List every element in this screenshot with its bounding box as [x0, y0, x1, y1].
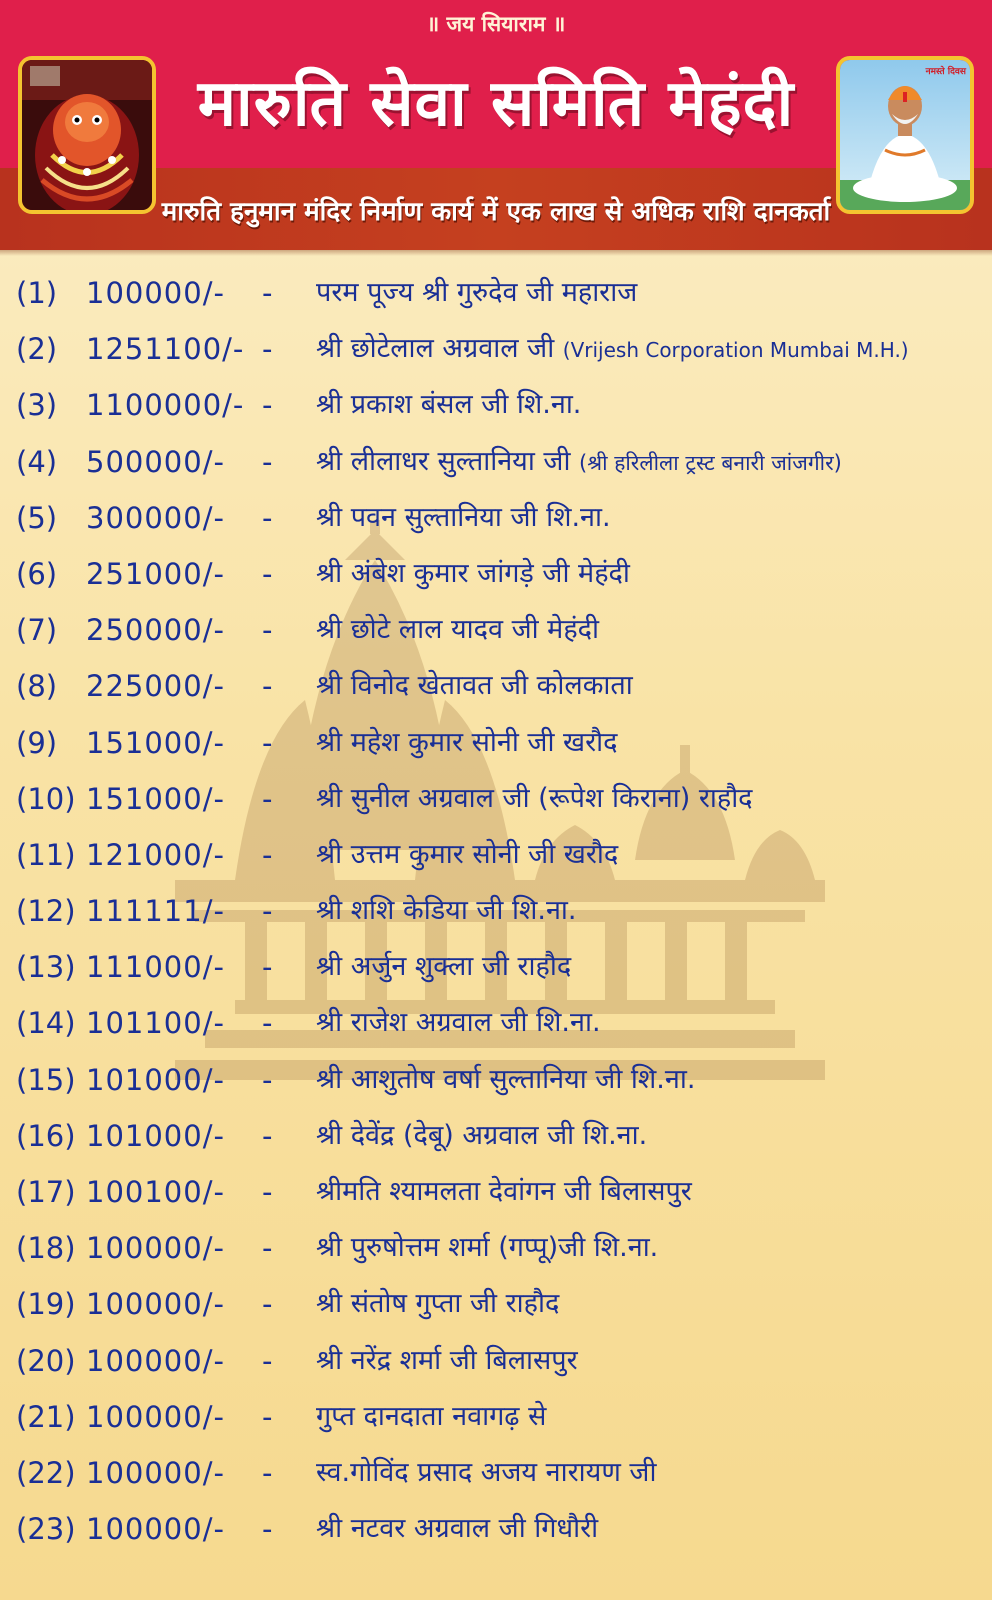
guru-portrait-icon — [840, 60, 970, 210]
donor-name: श्री पवन सुल्तानिया जी शि.ना. — [316, 501, 611, 533]
donor-number: (9) — [16, 725, 58, 760]
separator-dash: - — [262, 1343, 273, 1378]
list-item — [0, 268, 992, 324]
donor-amount: 121000/- — [86, 837, 225, 872]
donor-name: श्रीमति श्यामलता देवांगन जी बिलासपुर — [316, 1176, 692, 1207]
donor-number: (20) — [16, 1343, 76, 1378]
donor-number: (18) — [16, 1231, 76, 1266]
donor-amount: 225000/- — [86, 669, 225, 704]
donor-number: (19) — [16, 1287, 76, 1322]
separator-dash: - — [262, 1231, 273, 1266]
donor-name-wrap — [316, 274, 637, 312]
separator-dash: - — [262, 1287, 273, 1322]
list-item — [0, 1055, 992, 1111]
list-item — [0, 324, 992, 380]
donor-name: श्री अंबेश कुमार जांगड़े जी मेहंदी — [316, 557, 630, 589]
list-item — [0, 830, 992, 886]
donor-amount: 100000/- — [86, 1343, 225, 1378]
donor-amount: 1251100/- — [86, 332, 245, 367]
donor-amount: 101000/- — [86, 1118, 225, 1153]
donor-name: श्री अर्जुन शुक्ला जी राहौद — [316, 951, 572, 983]
donor-number: (12) — [16, 894, 76, 929]
donor-name: गुप्त दानदाता नवागढ़ से — [316, 1400, 547, 1432]
donor-amount: 100000/- — [86, 1399, 225, 1434]
donor-name: श्री प्रकाश बंसल जी शि.ना. — [316, 389, 582, 421]
donor-note: (Vrijesh Corporation Mumbai M.H.) — [562, 338, 909, 363]
header-shadow — [0, 250, 992, 256]
donor-amount: 101000/- — [86, 1062, 225, 1097]
list-item — [0, 1336, 992, 1392]
list-item — [0, 1279, 992, 1335]
donor-amount: 251000/- — [86, 556, 225, 591]
donor-name: श्री सुनील अग्रवाल जी (रूपेश किराना) राहौद — [316, 782, 753, 814]
donor-name-wrap — [316, 330, 909, 369]
donor-number: (4) — [16, 444, 58, 479]
donor-number: (7) — [16, 613, 58, 648]
list-item — [0, 1111, 992, 1167]
donor-amount: 111000/- — [86, 950, 225, 985]
donor-amount: 100000/- — [86, 276, 225, 310]
donor-name: श्री देवेंद्र (देबू) अग्रवाल जी शि.ना. — [316, 1119, 648, 1151]
list-item — [0, 1392, 992, 1448]
donor-amount: 151000/- — [86, 781, 225, 816]
list-item — [0, 1504, 992, 1560]
list-item — [0, 998, 992, 1054]
separator-dash: - — [262, 1399, 273, 1434]
list-item — [0, 1223, 992, 1279]
separator-dash: - — [262, 950, 273, 985]
donor-name: परम पूज्य श्री गुरुदेव जी महाराज — [316, 277, 638, 308]
donor-name-wrap — [316, 443, 842, 482]
donor-number: (15) — [16, 1062, 76, 1097]
donor-number: (6) — [16, 556, 58, 591]
separator-dash: - — [262, 1455, 273, 1490]
separator-dash: - — [262, 388, 273, 423]
list-item — [0, 661, 992, 717]
donor-number: (8) — [16, 669, 58, 704]
donor-name: श्री आशुतोष वर्षा सुल्तानिया जी शि.ना. — [316, 1063, 696, 1095]
guru-photo-caption: नमस्ते दिवस — [925, 67, 966, 77]
banner-subtitle: मारुति हनुमान मंदिर निर्माण कार्य में एक लाख से अधिक राशि दानकर्ता — [161, 197, 831, 227]
list-item — [0, 493, 992, 549]
donor-name: श्री नटवर अग्रवाल जी गिधौरी — [316, 1513, 599, 1545]
donor-name: श्री छोटे लाल यादव जी मेहंदी — [316, 614, 599, 646]
donor-number: (17) — [16, 1175, 76, 1209]
donor-name: श्री लीलाधर सुल्तानिया जी — [316, 445, 571, 477]
donor-number: (21) — [16, 1399, 76, 1434]
separator-dash: - — [262, 894, 273, 929]
donor-amount: 300000/- — [86, 500, 225, 535]
list-item — [0, 886, 992, 942]
donor-amount: 100000/- — [86, 1455, 225, 1490]
donor-list — [0, 268, 992, 1560]
list-item — [0, 1448, 992, 1504]
donor-amount: 100000/- — [86, 1512, 225, 1547]
separator-dash: - — [262, 613, 273, 648]
donor-number: (11) — [16, 837, 76, 872]
donor-name: श्री संतोष गुप्ता जी राहौद — [316, 1288, 560, 1320]
list-item — [0, 605, 992, 661]
donor-note: (श्री हरिलीला ट्रस्ट बनारी जांजगीर) — [579, 450, 842, 475]
donor-name: स्व.गोविंद प्रसाद अजय नारायण जी — [316, 1456, 657, 1488]
hanuman-idol-icon — [22, 60, 152, 210]
separator-dash: - — [262, 725, 273, 760]
banner-title: मारुति सेवा समिति मेहंदी — [197, 67, 795, 141]
donor-name: श्री छोटेलाल अग्रवाल जी — [316, 333, 555, 365]
donor-amount: 101100/- — [86, 1006, 225, 1041]
donor-number: (10) — [16, 781, 76, 816]
list-item — [0, 1167, 992, 1223]
donor-amount: 151000/- — [86, 725, 225, 760]
separator-dash: - — [262, 1175, 273, 1209]
list-item — [0, 380, 992, 436]
donor-amount: 1100000/- — [86, 388, 245, 423]
list-item — [0, 774, 992, 830]
separator-dash: - — [262, 332, 273, 367]
separator-dash: - — [262, 781, 273, 816]
list-item — [0, 549, 992, 605]
donor-number: (16) — [16, 1118, 76, 1153]
donor-name: श्री नरेंद्र शर्मा जी बिलासपुर — [316, 1344, 578, 1376]
separator-dash: - — [262, 1118, 273, 1153]
donor-amount: 250000/- — [86, 613, 225, 648]
separator-dash: - — [262, 1512, 273, 1547]
hanuman-idol-photo — [18, 56, 156, 214]
donor-number: (2) — [16, 332, 58, 367]
donor-amount: 111111/- — [86, 894, 225, 929]
separator-dash: - — [262, 837, 273, 872]
donor-number: (13) — [16, 950, 76, 985]
list-item — [0, 437, 992, 493]
separator-dash: - — [262, 669, 273, 704]
separator-dash: - — [262, 500, 273, 535]
separator-dash: - — [262, 556, 273, 591]
donor-name: श्री महेश कुमार सोनी जी खरौद — [316, 726, 618, 758]
list-item — [0, 718, 992, 774]
donor-number: (3) — [16, 388, 58, 423]
donor-name: श्री विनोद खेतावत जी कोलकाता — [316, 670, 633, 702]
tagline: ॥ जय सियाराम ॥ — [426, 12, 566, 36]
donor-name: श्री राजेश अग्रवाल जी शि.ना. — [316, 1007, 601, 1039]
donor-number: (14) — [16, 1006, 76, 1041]
donor-number: (22) — [16, 1455, 76, 1490]
donor-amount: 100000/- — [86, 1287, 225, 1322]
donor-number: (23) — [16, 1512, 76, 1547]
donor-amount: 100100/- — [86, 1175, 225, 1209]
separator-dash: - — [262, 276, 273, 310]
donor-number: (5) — [16, 500, 58, 535]
list-item — [0, 942, 992, 998]
donor-amount: 500000/- — [86, 444, 225, 479]
guru-portrait-photo — [836, 56, 974, 214]
donor-number: (1) — [16, 276, 58, 310]
separator-dash: - — [262, 1006, 273, 1041]
donor-amount: 100000/- — [86, 1231, 225, 1266]
donor-name: श्री उत्तम कुमार सोनी जी खरौद — [316, 838, 619, 870]
separator-dash: - — [262, 444, 273, 479]
separator-dash: - — [262, 1062, 273, 1097]
donor-name: श्री शशि केडिया जी शि.ना. — [316, 895, 577, 927]
donor-name: श्री पुरुषोत्तम शर्मा (गप्पू)जी शि.ना. — [316, 1232, 659, 1264]
